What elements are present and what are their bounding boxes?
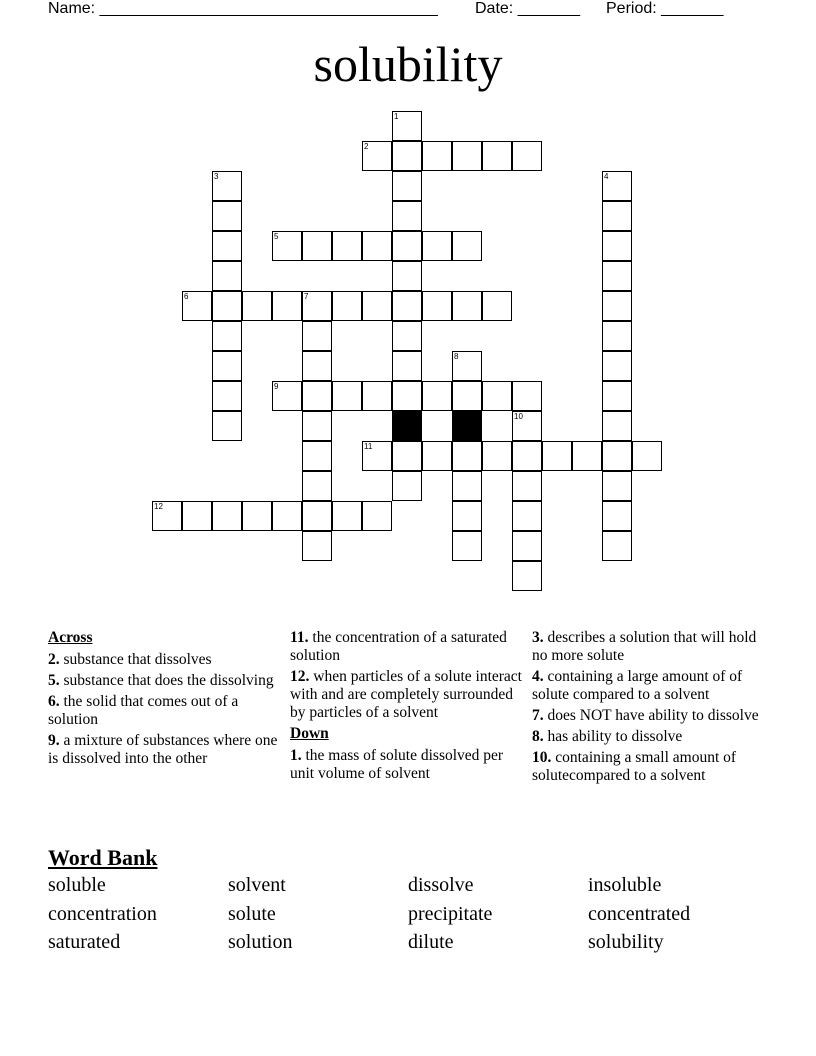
date-field[interactable]: Date: _______: [475, 0, 580, 17]
crossword-cell[interactable]: [182, 501, 212, 531]
clue-text: does NOT have ability to dissolve: [547, 707, 759, 724]
crossword-cell[interactable]: [602, 351, 632, 381]
crossword-cell[interactable]: [422, 441, 452, 471]
clue-number: 3.: [532, 629, 544, 646]
crossword-cell[interactable]: [512, 141, 542, 171]
crossword-cell[interactable]: [362, 441, 392, 471]
crossword-cell[interactable]: [212, 231, 242, 261]
name-field[interactable]: Name: ______________________________________: [48, 0, 438, 17]
clue-text: has ability to dissolve: [547, 728, 683, 745]
clue-number-label: 9: [274, 382, 279, 391]
word-bank-item: dissolve: [408, 874, 474, 896]
clue-text: the solid that comes out of a solution: [48, 693, 239, 728]
crossword-cell[interactable]: [212, 321, 242, 351]
crossword-cell[interactable]: [212, 201, 242, 231]
crossword-cell[interactable]: [452, 141, 482, 171]
crossword-cell[interactable]: [212, 291, 242, 321]
word-bank-item: concentration: [48, 903, 157, 925]
crossword-cell[interactable]: [302, 231, 332, 261]
word-bank-item: concentrated: [588, 903, 691, 925]
crossword-cell[interactable]: [602, 231, 632, 261]
crossword-cell[interactable]: [602, 261, 632, 291]
clue-down-1: [290, 747, 526, 783]
crossword-cell[interactable]: [602, 501, 632, 531]
crossword-cell[interactable]: [392, 261, 422, 291]
clue-number: 10.: [532, 749, 552, 766]
word-bank-item: solvent: [228, 874, 286, 896]
crossword-cell[interactable]: [302, 321, 332, 351]
clue-number-label: 12: [154, 502, 163, 511]
clue-number: 5.: [48, 672, 60, 689]
clue-down-10: [532, 749, 768, 785]
clue-down-7: [532, 707, 768, 725]
crossword-cell[interactable]: [452, 291, 482, 321]
crossword-cell[interactable]: [302, 381, 332, 411]
crossword-cell[interactable]: [422, 381, 452, 411]
crossword-cell[interactable]: [602, 471, 632, 501]
crossword-cell[interactable]: [482, 441, 512, 471]
clue-number-label: 6: [184, 292, 189, 301]
crossword-cell[interactable]: [362, 501, 392, 531]
crossword-cell[interactable]: [512, 381, 542, 411]
crossword-cell[interactable]: [602, 201, 632, 231]
clues-column-3: [532, 629, 768, 788]
crossword-cell[interactable]: [422, 291, 452, 321]
clue-text: containing a small amount of solutecompared to a solvent: [532, 749, 737, 784]
clue-text: a mixture of substances where one is dissolved into the other: [48, 732, 278, 767]
blocked-cell: [452, 411, 482, 441]
crossword-cell[interactable]: [452, 441, 482, 471]
clue-down-8: [532, 728, 768, 746]
word-bank-item: soluble: [48, 874, 106, 896]
crossword-cell[interactable]: [302, 411, 332, 441]
clue-number: 7.: [532, 707, 544, 724]
crossword-cell[interactable]: [392, 171, 422, 201]
clue-number-label: 3: [214, 172, 219, 181]
crossword-cell[interactable]: [212, 171, 242, 201]
down-heading: Down: [290, 725, 329, 742]
clues-column-2: [290, 629, 526, 786]
clue-number-label: 2: [364, 142, 369, 151]
crossword-cell[interactable]: [482, 291, 512, 321]
clue-number: 12.: [290, 668, 310, 685]
clue-text: substance that does the dissolving: [63, 672, 274, 689]
clue-number-label: 11: [364, 442, 373, 451]
crossword-cell[interactable]: [212, 501, 242, 531]
crossword-cell[interactable]: [212, 411, 242, 441]
crossword-cell[interactable]: [332, 381, 362, 411]
crossword-cell[interactable]: [362, 381, 392, 411]
clue-text: the mass of solute dissolved per unit volume of solvent: [290, 747, 504, 782]
clue-across-11: [290, 629, 526, 665]
clue-number: 11.: [290, 629, 309, 646]
word-bank-item: solubility: [588, 931, 664, 953]
clue-down-4: [532, 668, 768, 704]
crossword-cell[interactable]: [392, 291, 422, 321]
across-heading: Across: [48, 629, 93, 646]
crossword-cell[interactable]: [632, 441, 662, 471]
crossword-cell[interactable]: [302, 351, 332, 381]
clue-number: 8.: [532, 728, 544, 745]
crossword-cell[interactable]: [362, 291, 392, 321]
crossword-cell[interactable]: [332, 501, 362, 531]
clue-down-3: [532, 629, 768, 665]
crossword-cell[interactable]: [392, 471, 422, 501]
word-bank-item: saturated: [48, 931, 121, 953]
crossword-cell[interactable]: [212, 381, 242, 411]
word-bank-title: Word Bank: [48, 845, 158, 870]
crossword-cell[interactable]: [452, 381, 482, 411]
crossword-cell[interactable]: [422, 141, 452, 171]
period-field[interactable]: Period: _______: [606, 0, 724, 17]
crossword-cell[interactable]: [602, 171, 632, 201]
crossword-cell[interactable]: [602, 381, 632, 411]
crossword-cell[interactable]: [302, 471, 332, 501]
crossword-cell[interactable]: [392, 141, 422, 171]
crossword-cell[interactable]: [452, 231, 482, 261]
crossword-cell[interactable]: [482, 141, 512, 171]
word-bank-item: precipitate: [408, 903, 493, 925]
word-bank-item: solute: [228, 903, 276, 925]
blocked-cell: [392, 411, 422, 441]
clue-text: containing a large amount of of solute compared to a solvent: [532, 668, 743, 703]
clue-number: 6.: [48, 693, 60, 710]
clue-across-6: [48, 693, 284, 729]
clue-text: when particles of a solute interact with and are completely surrounded by particles of a solvent: [290, 668, 522, 721]
crossword-cell[interactable]: [212, 261, 242, 291]
clue-number-label: 4: [604, 172, 609, 181]
clue-across-2: [48, 651, 284, 669]
clue-text: the concentration of a saturated solution: [290, 629, 507, 664]
crossword-cell[interactable]: [362, 231, 392, 261]
crossword-cell[interactable]: [212, 351, 242, 381]
crossword-cell[interactable]: [152, 501, 182, 531]
clue-number-label: 10: [514, 412, 523, 421]
crossword-cell[interactable]: [332, 291, 362, 321]
clue-number: 9.: [48, 732, 60, 749]
clue-number-label: 1: [394, 112, 399, 121]
crossword-cell[interactable]: [242, 501, 272, 531]
clue-text: substance that dissolves: [63, 651, 212, 668]
crossword-cell[interactable]: [602, 291, 632, 321]
word-bank-item: solution: [228, 931, 293, 953]
crossword-cell[interactable]: [512, 561, 542, 591]
crossword-cell[interactable]: [392, 381, 422, 411]
crossword-cell[interactable]: [482, 381, 512, 411]
crossword-cell[interactable]: [512, 531, 542, 561]
crossword-cell[interactable]: [332, 231, 362, 261]
clues-column-1: [48, 629, 284, 771]
crossword-cell[interactable]: [392, 321, 422, 351]
clue-across-5: [48, 672, 284, 690]
crossword-cell[interactable]: [602, 411, 632, 441]
crossword-cell[interactable]: [182, 291, 212, 321]
crossword-cell[interactable]: [422, 231, 452, 261]
crossword-cell[interactable]: [272, 291, 302, 321]
word-bank-item: insoluble: [588, 874, 662, 896]
crossword-cell[interactable]: [572, 441, 602, 471]
crossword-cell[interactable]: [512, 441, 542, 471]
crossword-cell[interactable]: [512, 471, 542, 501]
crossword-cell[interactable]: [302, 531, 332, 561]
crossword-cell[interactable]: [392, 201, 422, 231]
word-bank-item: dilute: [408, 931, 454, 953]
crossword-cell[interactable]: [272, 381, 302, 411]
crossword-cell[interactable]: [452, 501, 482, 531]
crossword-cell[interactable]: [452, 351, 482, 381]
clue-number-label: 5: [274, 232, 279, 241]
crossword-cell[interactable]: [542, 441, 572, 471]
crossword-cell[interactable]: [302, 501, 332, 531]
clue-text: describes a solution that will hold no more solute: [532, 629, 757, 664]
crossword-cell[interactable]: [452, 531, 482, 561]
crossword-cell[interactable]: [302, 441, 332, 471]
crossword-cell[interactable]: [602, 441, 632, 471]
crossword-cell[interactable]: [302, 291, 332, 321]
crossword-cell[interactable]: [392, 441, 422, 471]
crossword-cell[interactable]: [452, 471, 482, 501]
clue-across-9: [48, 732, 284, 768]
page-title: solubility: [313, 36, 503, 92]
crossword-cell[interactable]: [392, 231, 422, 261]
crossword-cell[interactable]: [602, 531, 632, 561]
crossword-cell[interactable]: [242, 291, 272, 321]
clue-number: 2.: [48, 651, 60, 668]
crossword-cell[interactable]: [392, 111, 422, 141]
crossword-cell[interactable]: [602, 321, 632, 351]
crossword-cell[interactable]: [362, 141, 392, 171]
crossword-cell[interactable]: [392, 351, 422, 381]
crossword-cell[interactable]: [272, 501, 302, 531]
clue-number-label: 7: [304, 292, 309, 301]
crossword-cell[interactable]: [272, 231, 302, 261]
crossword-cell[interactable]: [512, 411, 542, 441]
clue-number: 4.: [532, 668, 544, 685]
clue-number: 1.: [290, 747, 302, 764]
clue-across-12: [290, 668, 526, 722]
crossword-cell[interactable]: [512, 501, 542, 531]
clue-number-label: 8: [454, 352, 459, 361]
